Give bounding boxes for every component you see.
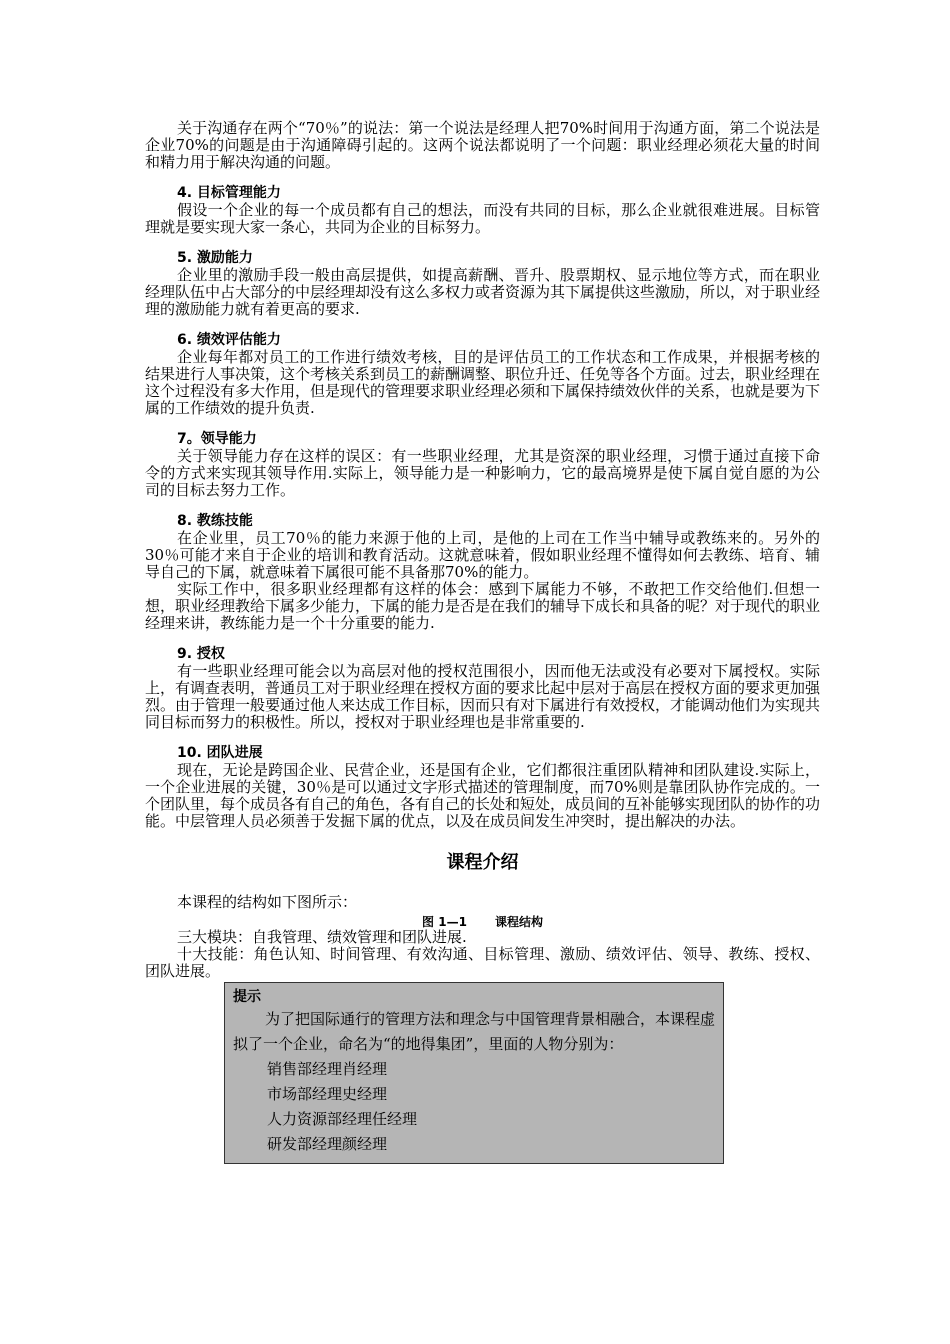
section-paragraph: 实际工作中，很多职业经理都有这样的体会：感到下属能力不够，不敢把工作交给他们.但想一想，职业经理教给下属多少能力，下属的能力是否是在我们的辅导下成长和具备的呢？对于现代的职业经理来讲，教练能力是一个十分重要的能力. [145,580,821,632]
section-7 [145,431,820,499]
section-9 [145,646,820,731]
modules-line: 三大模块：自我管理、绩效管理和团队进展. [177,928,467,946]
intro-paragraph: 关于沟通存在两个“70％”的说法：第一个说法是经理人把70%时间用于沟通方面，第二个说法是企业70%的问题是由于沟通障碍引起的。这两个说法都说明了一个问题：职业经理必须花大量的时间和精力用于解决沟通的问题。 [145,119,820,171]
section-paragraph: 在企业里，员工70％的能力来源于他的上司，是他的上司在工作当中辅导或教练来的。另外的30％可能才来自于企业的培训和教育活动。这就意味着，假如职业经理不懂得如何去教练、培育、辅导自己的下属，就意味着下属很可能不具备那70%的能力。 [145,529,820,581]
section-heading: 5. 激励能力 [177,250,253,266]
skills-line: 十大技能：角色认知、时间管理、有效沟通、目标管理、激励、绩效评估、领导、教练、授权、团队进展。 [145,945,820,980]
section-heading: 7。领导能力 [177,431,257,447]
section-heading: 9. 授权 [177,646,225,662]
course-intro: 本课程的结构如下图所示： [177,893,358,911]
tip-person: 人力资源部经理任经理 [267,1110,418,1128]
figure-caption [145,915,820,929]
section-heading: 8. 教练技能 [177,513,253,529]
section-paragraph: 企业里的激励手段一般由高层提供，如提高薪酬、晋升、股票期权、显示地位等方式，而在职业经理队伍中占大部分的中层经理却没有这么多权力或者资源为其下属提供这些激励，所以，对于职业经理的激励能力就有着更高的要求. [145,266,821,318]
tip-title: 提示 [233,989,261,1005]
section-4 [145,185,820,236]
figure-title: 课程结构 [494,915,543,929]
section-10 [145,745,820,830]
section-8 [145,513,820,632]
tip-box [224,982,724,1164]
tip-person: 研发部经理颜经理 [267,1135,388,1153]
section-paragraph: 企业每年都对员工的工作进行绩效考核，目的是评估员工的工作状态和工作成果，并根据考核的结果进行人事决策，这个考核关系到员工的薪酬调整、职位升迁、任免等各个方面。过去，职业经理在这个过程没有多大作用，但是现代的管理要求职业经理必须和下属保持绩效伙伴的关系，也就是要为下属的工作绩效的提升负责. [145,348,821,417]
section-heading: 4. 目标管理能力 [177,185,281,201]
section-paragraph: 有一些职业经理可能会以为高层对他的授权范围很小，因而他无法或没有必要对下属授权。实际上，有调查表明，普通员工对于职业经理在授权方面的要求比起中层对于高层在授权方面的要求更加强烈。由于管理一般要通过他人来达成工作目标，因而只有对下属进行有效授权，才能调动他们为实现共同目标而努力的积极性。所以，授权对于职业经理也是非常重要的. [145,662,821,731]
tip-person: 市场部经理史经理 [267,1085,388,1103]
section-6 [145,332,820,417]
tip-person: 销售部经理肖经理 [267,1060,388,1078]
section-paragraph: 现在，无论是跨国企业、民营企业，还是国有企业，它们都很注重团队精神和团队建设.实际上，一个企业进展的关键，30％是可以通过文字形式描述的管理制度，而70%则是靠团队协作完成的。一个团队里，每个成员各有自己的角色，各有自己的长处和短处，成员间的互补能够实现团队的协作的功能。中层管理人员必须善于发掘下属的优点，以及在成员间发生冲突时，提出解决的办法。 [145,761,821,830]
document-page [145,120,820,1164]
section-paragraph: 关于领导能力存在这样的误区：有一些职业经理，尤其是资深的职业经理，习惯于通过直接下命令的方式来实现其领导作用.实际上，领导能力是一种影响力，它的最高境界是使下属自觉自愿的为公司的目标去努力工作。 [145,447,820,499]
figure-number: 图 1—1 [422,915,467,929]
section-paragraph: 假设一个企业的每一个成员都有自己的想法，而没有共同的目标，那么企业就很难进展。目标管理就是要实现大家一条心，共同为企业的目标努力。 [145,201,820,236]
tip-body: 为了把国际通行的管理方法和理念与中国管理背景相融合，本课程虚拟了一个企业，命名为“的地得集团”，里面的人物分别为： [233,1010,716,1053]
section-5 [145,250,820,318]
section-heading: 10. 团队进展 [177,745,263,761]
course-title: 课程介绍 [446,852,519,873]
section-heading: 6. 绩效评估能力 [177,332,281,348]
